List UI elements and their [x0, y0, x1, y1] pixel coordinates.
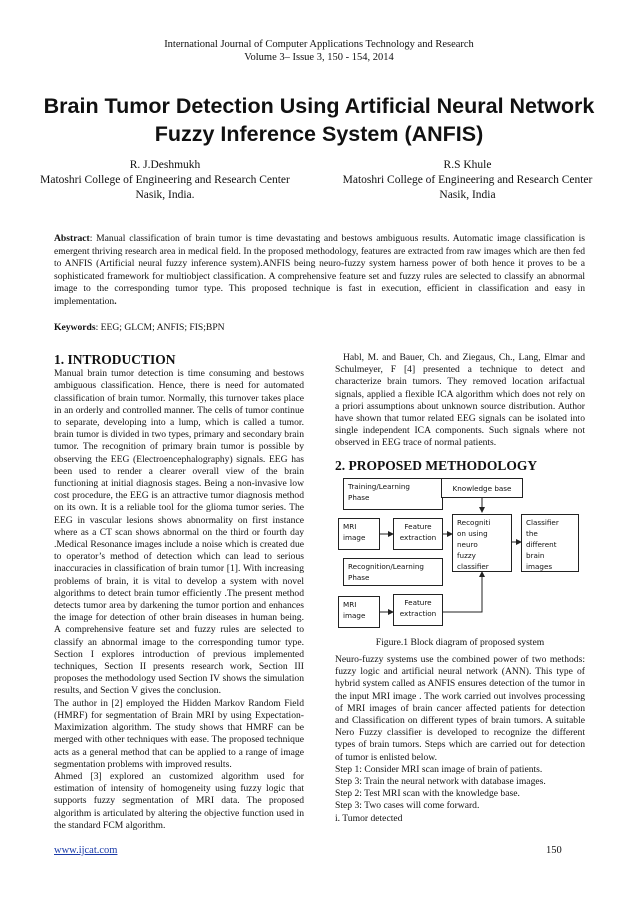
- right-column-bottom: [335, 654, 585, 825]
- classifier-line-2: the: [526, 529, 538, 538]
- paper-title: [40, 92, 598, 148]
- page-number: 150: [546, 845, 562, 856]
- author-1-name: R. J.Deshmukh: [129, 159, 201, 171]
- classifier-line-3: different: [526, 540, 557, 549]
- author-1: [40, 158, 290, 203]
- step-item: i. Tumor detected: [335, 812, 403, 824]
- mri-image-box-1: [338, 518, 380, 550]
- recogniti-line-4: fuzzy: [457, 551, 476, 560]
- mri-image-2-line-1: MRI: [343, 600, 357, 609]
- title-line-2: Fuzzy Inference System (ANFIS): [154, 122, 484, 146]
- author-2-affiliation: Matoshri College of Engineering and Research Center: [342, 174, 593, 186]
- section-1-heading: 1. INTRODUCTION: [54, 352, 176, 367]
- recogniti-line-1: Recogniti: [457, 518, 491, 527]
- keywords: [54, 322, 225, 333]
- training-phase-line-2: Phase: [348, 493, 370, 502]
- recogniti-line-5: classifier: [457, 562, 489, 571]
- recogniti-line-2: on using: [457, 529, 488, 538]
- intro-paragraph-3: Ahmed [3] explored an customized algorithm used for estimation of intensity of homogeneity using fuzzy logic that supports fuzzy segmentation of MRI data. The proposed algorithm is articulated by altering the objective function used in the standard FCM algorithm.: [54, 770, 304, 831]
- keywords-label: Keywords: [54, 322, 96, 333]
- classifier-line-1: Classifier: [526, 518, 559, 527]
- feature-extraction-1-line-1: Feature: [404, 522, 432, 531]
- author-1-location: Nasik, India.: [135, 189, 195, 201]
- journal-volume: Volume 3– Issue 3, 150 - 154, 2014: [244, 52, 394, 63]
- feature-extraction-2-line-1: Feature: [404, 598, 432, 607]
- author-2-name: R.S Khule: [443, 159, 492, 171]
- step-item: Step 3: Two cases will come forward.: [335, 800, 480, 812]
- methodology-paragraph: Neuro-fuzzy systems use the combined power of two methods: fuzzy logic and artificial neural network (ANN). This type of hybrid system called as ANFIS ensures detection of the tumor in the input MRI image . The work carried out involves processing of MRI images of brain cancer affected patients for detection and Classification on different types of brain tumors. A suitable Nero Fuzzy classifier is developed to recognize the different types of brain tumors. Steps which are carried out for detection of tumor is enlisted below.: [335, 654, 585, 763]
- recognition-phase-box: [343, 558, 443, 586]
- intro-paragraph-1: Manual brain tumor detection is time consuming and bestows ambiguous classification. Hence, there is need for automated classification of brain tumor. Normally, this turnover takes place in an orderly and controlled manner. The cells of tumor continue to separate, developing into a lump, which is called a tumor. brain tumor is divided in two types, primary and secondary brain tumor. The recognition of primary brain tumor is possible by observing the EEG (Electroencephalography) signals. EEG has been used to render a clearer overall view of the brain functioning at initial diagnosis stages. Being a non-invasive low cost procedure, the EEG is an attractive tumor diagnosis method on its own. It is a reliable tool for the glioma tumor series. The EEG in vascular lesions shows abnormality on first instance where as a CT scan shows abnormal on the third or fourth day .Medical Resonance images include a noise which is created due to operator’s method of detection which can lead to serious inaccuracies in classification of brain tumor [1]. With increasing problems of brain, it is vital to develop a system with novel algorithms to detect brain tumor efficiently .The present method detects tumor area by darkening the tumor portion and enhances the image for detection of other brain diseases in human being. A comprehensive feature set and fuzzy rules are selected to classify an abnormal image to the corresponding tumor type. Section I explores introduction of previous implemented techniques, Section II presents research work, Section III proposes the methodology used Section IV shows the simulation results, and Section V gives the conclusion.: [54, 368, 304, 697]
- step-item: Step 2: Test MRI scan with the knowledge base.: [335, 788, 520, 800]
- knowledge-base-box: [441, 478, 523, 498]
- related-work-paragraph: Habl, M. and Bauer, Ch. and Ziegaus, Ch., Lang, Elmar and Schulmeyer, F [4] presented a technique to detect and characterize brain tumors. They removed location arifactual signals, applied a flexible ICA algorithm which does not rely on a priori assumptions about unknown source distribution. Author have shown that tumor related EEG signals can be isolated into single independent ICA components. Such signals where not observed in EEG trace of normal patients.: [335, 352, 585, 449]
- block-diagram: [335, 476, 585, 628]
- mri-image-box-2: [338, 596, 380, 628]
- title-line-1: Brain Tumor Detection Using Artificial Neural Network: [43, 94, 595, 118]
- section-2-heading: 2. PROPOSED METHODOLOGY: [335, 457, 538, 473]
- author-2: [330, 158, 605, 203]
- step-item: Step 1: Consider MRI scan image of brain of patients.: [335, 763, 543, 775]
- feature-extraction-2-line-2: extraction: [399, 609, 437, 618]
- training-phase-line-1: Training/Learning: [348, 482, 410, 491]
- training-phase-box: [343, 478, 443, 510]
- knowledge-base-label: Knowledge base: [452, 484, 512, 493]
- feature-extraction-box-1: [393, 518, 443, 550]
- recognition-phase-line-2: Phase: [348, 573, 370, 582]
- abstract-label: Abstract: [54, 233, 90, 244]
- feature-extraction-box-2: [393, 594, 443, 626]
- mri-image-2-line-2: image: [343, 611, 366, 620]
- keywords-text: : EEG; GLCM; ANFIS; FIS;BPN: [95, 322, 225, 333]
- arrow-feature2-to-recognition: [443, 572, 482, 612]
- classifier-line-5: images: [526, 562, 553, 571]
- abstract: [54, 233, 585, 309]
- author-2-location: Nasik, India: [439, 189, 496, 201]
- author-1-affiliation: Matoshri College of Engineering and Research Center: [40, 174, 290, 186]
- classifier-output-box: [521, 514, 579, 572]
- right-column-top: [335, 352, 585, 472]
- recognition-classifier-box: [452, 514, 512, 572]
- mri-image-1-line-1: MRI: [343, 522, 357, 531]
- recogniti-line-3: neuro: [457, 540, 478, 549]
- recognition-phase-line-1: Recognition/Learning: [348, 562, 424, 571]
- step-item: Step 3: Train the neural network with database images.: [335, 776, 546, 788]
- journal-website-link[interactable]: www.ijcat.com: [54, 845, 118, 856]
- classifier-line-4: brain: [526, 551, 545, 560]
- figure-caption: Figure.1 Block diagram of proposed system: [375, 637, 545, 648]
- abstract-end: .: [114, 295, 117, 307]
- left-column: [54, 354, 304, 832]
- feature-extraction-1-line-2: extraction: [399, 533, 437, 542]
- abstract-text: : Manual classification of brain tumor is time devastating and bestows ambiguous results. Automatic image classification is emergent thriving research area in medical field. In the proposed methodology, features are extracted from raw images which are then fed to ANFIS (Artificial neural fuzzy inference system).ANFIS being neuro-fuzzy system harness power of both hence it proves to be a sophisticated framework for multiobject classification. A comprehensive feature set and fuzzy rules are selected to classify an abnormal image to the corresponding tumor type. This proposed technique is fast in execution, efficient in classification and easy in implementation: [54, 233, 585, 307]
- journal-name: International Journal of Computer Applications Technology and Research: [164, 39, 474, 50]
- mri-image-1-line-2: image: [343, 533, 366, 542]
- intro-paragraph-2: The author in [2] employed the Hidden Markov Random Field (HMRF) for segmentation of Brain MRI by using Expectation-Maximization algorithm. The study shows that HMRF can be merged with other techniques with ease. The proposed technique acts as a general method that can be applied to a range of image segmentation problems with improved results.: [54, 697, 304, 770]
